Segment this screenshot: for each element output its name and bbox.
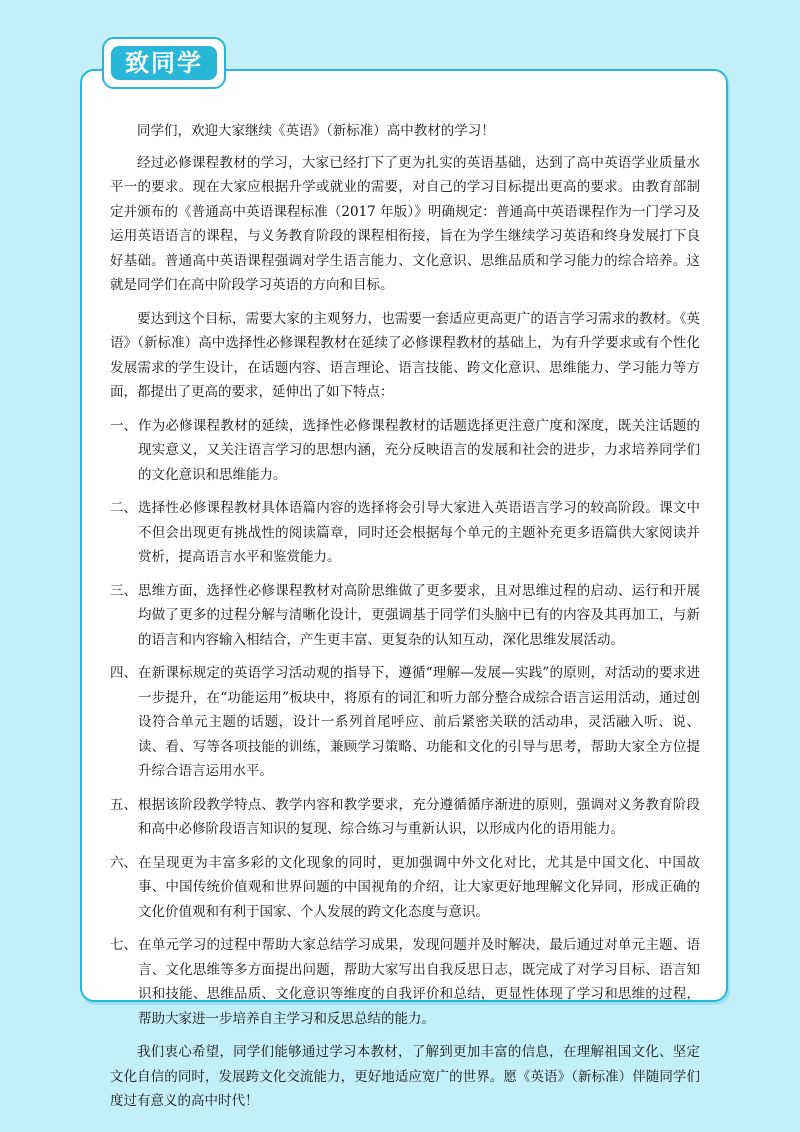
- feature-item-2: [110, 496, 700, 570]
- intro-paragraph-2: 要达到这个目标，需要大家的主观努力，也需要一套适应更高更广的语言学习需求的教材。《英语》（新标准）高中选择性必修课程教材在延续了必修课程教材的基础上，为有升学要求或有个性化发展需求的学生设计，在话题内容、语言理论、语言技能、跨文化意识、思维能力、学习能力等方面，都提出了更高的要求，延伸出了如下特点：: [110, 310, 700, 400]
- closing-paragraph: 我们衷心希望，同学们能够通过学习本教材，了解到更加丰富的信息，在理解祖国文化、坚定文化自信的同时，发展跨文化交流能力，更好地适应宽广的世界。愿《英语》（新标准）伴随同学们度过有意义的高中时代！: [110, 1044, 700, 1109]
- feature-item-7: [110, 933, 700, 1031]
- feature-item-5: [110, 793, 700, 842]
- feature-item-6: [110, 851, 700, 925]
- title-badge: [102, 37, 226, 89]
- feature-text: 在新课标规定的英语学习活动观的指导下，遵循“理解—发展—实践”的原则，对活动的要求进一步提升，在“功能运用”板块中，将原有的词汇和听力部分整合成综合语言运用活动，通过创设符合单元主题的话题，设计一系列首尾呼应、前后紧密关联的活动串，灵活融入听、说、读、看、写等各项技能的训练，兼顾学习策略、功能和文化的引导与思考，帮助大家全方位提升综合语言运用水平。: [138, 665, 700, 779]
- intro-paragraph-1: 经过必修课程教材的学习，大家已经打下了更为扎实的英语基础，达到了高中英语学业质量水平一的要求。现在大家应根据升学或就业的需要，对自己的学习目标提出更高的要求。由教育部制定并颁布的《普通高中英语课程标准（2017 年版）》明确规定：普通高中英语课程作为一门学习及运用英语语言的课程，与义务教育阶段的课程相衔接，旨在为学生继续学习英语和终身发展打下良好基础。普通高中英语课程强调对学生语言能力、文化意识、思维品质和学习能力的综合培养。这就是同学们在高中阶段学习英语的方向和目标。: [110, 154, 700, 293]
- feature-text: 根据该阶段教学特点、教学内容和教学要求，充分遵循循序渐进的原则，强调对义务教育阶段和高中必修阶段语言知识的复现、综合练习与重新认识，以形成内化的语用能力。: [138, 796, 700, 837]
- feature-marker: 五、: [110, 796, 137, 813]
- feature-text: 在呈现更为丰富多彩的文化现象的同时，更加强调中外文化对比，尤其是中国文化、中国故事、中国传统价值观和世界问题的中国视角的介绍，让大家更好地理解文化异同，形成正确的文化价值观和有利于国家、个人发展的跨文化态度与意识。: [138, 854, 700, 920]
- letter-content: [110, 119, 700, 1123]
- feature-marker: 二、: [110, 500, 137, 516]
- feature-item-4: [110, 661, 700, 784]
- feature-text: 思维方面，选择性必修课程教材对高阶思维做了更多要求，且对思维过程的启动、运行和开展均做了更多的过程分解与清晰化设计，更强调基于同学们头脑中已有的内容及其再加工，与新的语言和内容输入相结合，产生更丰富、更复杂的认知互动，深化思维发展活动。: [138, 582, 700, 648]
- feature-marker: 七、: [110, 937, 137, 953]
- feature-item-3: [110, 579, 700, 653]
- feature-text: 在单元学习的过程中帮助大家总结学习成果，发现问题并及时解决，最后通过对单元主题、语言、文化思维等多方面提出问题，帮助大家写出自我反思日志，既完成了对学习目标、语言知识和技能、思维品质、文化意识等维度的自我评价和总结，更显性体现了学习和思维的过程，帮助大家进一步培养自主学习和反思总结的能力。: [138, 937, 700, 1027]
- feature-marker: 一、: [110, 417, 137, 434]
- feature-item-1: [110, 414, 700, 488]
- feature-text: 作为必修课程教材的延续，选择性必修课程教材的话题选择更注意广度和深度，既关注话题的现实意义，又关注语言学习的思想内涵，充分反映语言的发展和社会的进步，力求培养同学们的文化意识和思维能力。: [138, 417, 700, 483]
- feature-marker: 六、: [110, 854, 137, 871]
- page-title: 致同学: [111, 46, 217, 80]
- feature-text: 选择性必修课程教材具体语篇内容的选择将会引导大家进入英语语言学习的较高阶段。课文中不但会出现更有挑战性的阅读篇章，同时还会根据每个单元的主题补充更多语篇供大家阅读并赏析，提高语言水平和鉴赏能力。: [138, 500, 700, 565]
- greeting: 同学们，欢迎大家继续《英语》（新标准）高中教材的学习！: [137, 123, 495, 139]
- feature-marker: 三、: [110, 582, 137, 599]
- feature-marker: 四、: [110, 665, 137, 681]
